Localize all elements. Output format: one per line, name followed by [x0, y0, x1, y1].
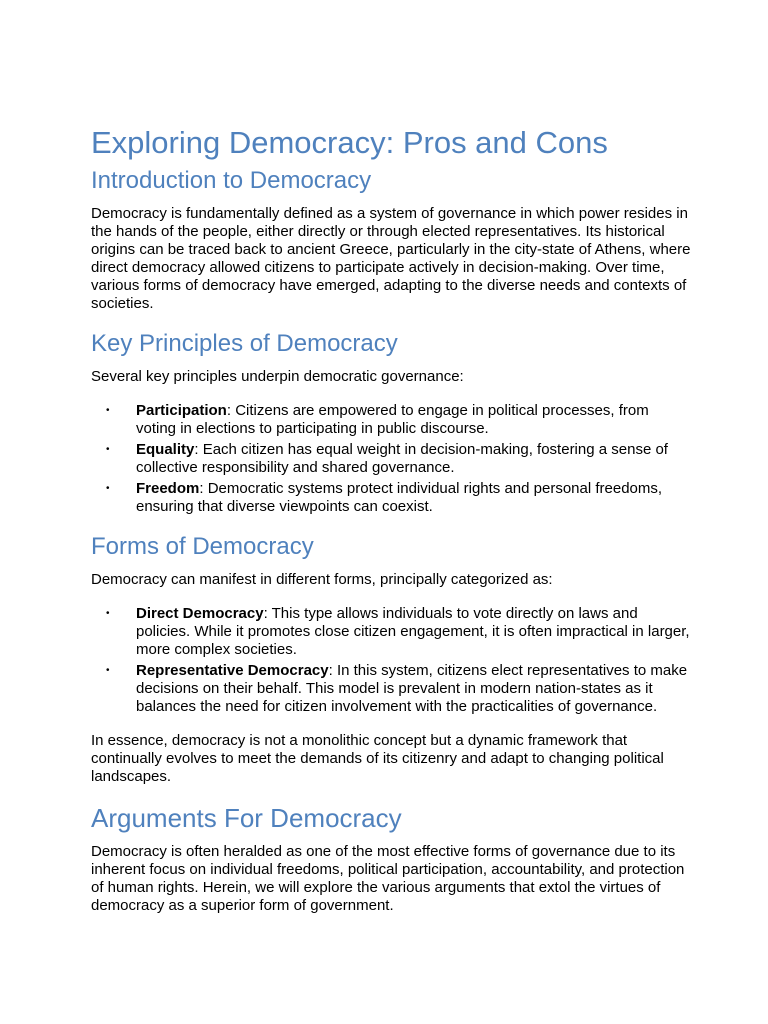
list-item [91, 480, 691, 516]
list-item-text: : This type allows individuals to vote directly on laws and policies. While it promotes close citizen engagement, it is often impractical in larger, more complex societies. [136, 605, 690, 658]
introduction-paragraph: Democracy is fundamentally defined as a system of governance in which power resides in the hands of the people, either directly or through elected representatives. Its historical origins can be traced back to ancient Greece, particularly in the city-state of Athens, where direct democracy allowed citizens to participate actively in decision-making. Over time, various forms of democracy have emerged, adapting to the diverse needs and contexts of societies. [91, 205, 691, 312]
section-heading-forms: Forms of Democracy [91, 533, 314, 560]
list-item [91, 402, 691, 438]
list-item-term: Equality [136, 441, 195, 458]
list-item-term: Representative Democracy [136, 662, 329, 679]
document-title: Exploring Democracy: Pros and Cons [91, 125, 608, 160]
list-item-term: Participation [136, 402, 227, 419]
section-heading-key-principles: Key Principles of Democracy [91, 330, 398, 357]
list-item-text: : Each citizen has equal weight in decision-making, fostering a sense of collective responsibility and shared governance. [136, 441, 668, 476]
list-item-text: : In this system, citizens elect representatives to make decisions on their behalf. This model is prevalent in modern nation-states as it balances the need for citizen involvement with the practicalities of governance. [136, 662, 688, 715]
arguments-for-paragraph: Democracy is often heralded as one of the most effective forms of governance due to its inherent focus on individual freedoms, political participation, accountability, and protection of human rights. Herein, we will explore the various arguments that extol the virtues of democracy as a superior form of government. [91, 843, 685, 914]
bullet-icon: • [106, 444, 110, 455]
list-item [91, 441, 691, 477]
bullet-icon: • [106, 665, 110, 676]
key-principles-intro: Several key principles underpin democratic governance: [91, 368, 464, 385]
list-item-term: Direct Democracy [136, 605, 264, 622]
forms-list [91, 605, 691, 716]
section-heading-introduction: Introduction to Democracy [91, 167, 372, 194]
forms-intro: Democracy can manifest in different forms, principally categorized as: [91, 571, 553, 588]
section-heading-arguments-for: Arguments For Democracy [91, 803, 402, 833]
forms-closing-paragraph: In essence, democracy is not a monolithic concept but a dynamic framework that continually evolves to meet the demands of its citizenry and adapt to changing political landscapes. [91, 732, 664, 785]
list-item-term: Freedom [136, 480, 200, 497]
key-principles-list [91, 402, 691, 516]
list-item [91, 662, 691, 716]
list-item-text: : Citizens are empowered to engage in political processes, from voting in elections to participating in public discourse. [136, 402, 649, 437]
bullet-icon: • [106, 608, 110, 619]
list-item-text: : Democratic systems protect individual rights and personal freedoms, ensuring that diverse viewpoints can coexist. [136, 480, 663, 515]
bullet-icon: • [106, 483, 110, 494]
list-item [91, 605, 691, 659]
bullet-icon: • [106, 405, 110, 416]
document-page [91, 124, 691, 931]
